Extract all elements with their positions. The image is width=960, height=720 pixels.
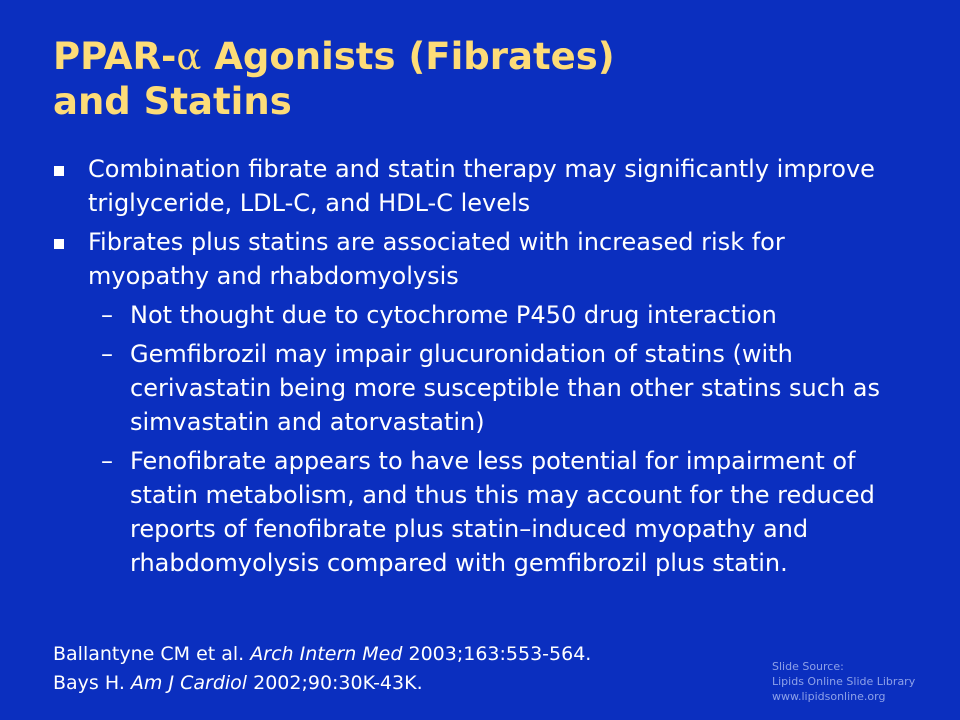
bullet-item <box>0 225 898 293</box>
bullet-text: Combination fibrate and statin therapy may significantly improve triglyceride, LDL-C, and HDL-C levels <box>88 155 875 217</box>
square-bullet-icon <box>54 166 64 176</box>
reference-citation: 2003;163:553-564. <box>402 643 592 665</box>
reference-2 <box>53 669 591 698</box>
square-bullet-icon <box>54 239 64 249</box>
source-label: Slide Source: <box>772 660 844 673</box>
reference-citation: 2002;90:30K-43K. <box>247 672 423 694</box>
slide-source <box>772 659 915 704</box>
reference-journal: Arch Intern Med <box>250 643 403 665</box>
sub-bullet-text: Fenofibrate appears to have less potential for impairment of statin metabolism, and thus this may account for the reduced reports of fenofibrate plus statin–induced myopathy and rhabdomyolysis compared with gemfibrozil plus statin. <box>130 447 875 577</box>
dash-bullet-icon: – <box>101 340 113 368</box>
sub-bullet-text: Gemfibrozil may impair glucuronidation of statins (with cerivastatin being more susceptible than other statins such as simvastatin and atorvastatin) <box>130 340 881 436</box>
references <box>53 640 591 698</box>
dash-bullet-icon: – <box>101 301 113 329</box>
title-alpha-symbol: α <box>176 35 202 78</box>
sub-bullet-item <box>0 298 900 332</box>
bullet-item <box>0 152 898 220</box>
source-library: Lipids Online Slide Library <box>772 675 916 688</box>
slide-title <box>53 34 913 124</box>
title-prefix: PPAR- <box>53 35 177 78</box>
reference-1 <box>53 640 591 669</box>
bullet-list <box>0 152 960 585</box>
title-line-1 <box>53 34 913 79</box>
bullet-text: Fibrates plus statins are associated with increased risk for myopathy and rhabdomyolysis <box>88 228 785 290</box>
source-url: www.lipidsonline.org <box>772 690 886 703</box>
reference-journal: Am J Cardiol <box>130 672 248 694</box>
sub-bullet-item <box>0 337 900 439</box>
reference-authors: Bays H. <box>53 672 131 694</box>
sub-bullet-item <box>0 444 900 580</box>
sub-bullet-text: Not thought due to cytochrome P450 drug interaction <box>130 301 777 329</box>
reference-authors: Ballantyne CM et al. <box>53 643 251 665</box>
title-suffix: Agonists (Fibrates) <box>201 35 615 78</box>
title-line-2: and Statins <box>53 80 292 123</box>
dash-bullet-icon: – <box>101 447 113 475</box>
